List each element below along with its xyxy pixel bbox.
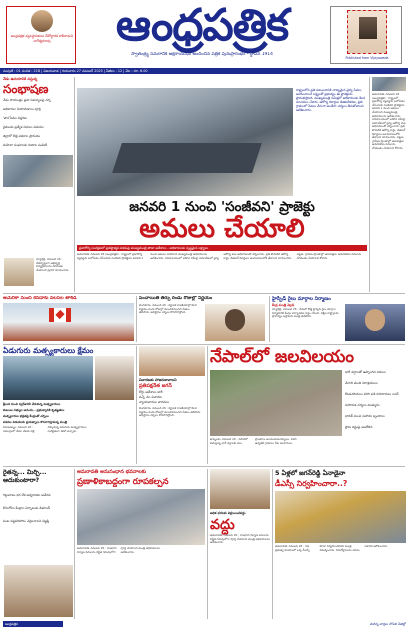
publication-place: Published from Vijayawada	[345, 56, 389, 60]
list-item: శ్రీలంక నుంచి స్వదేశానికి చేరుకున్న మత్స్యకారులు	[3, 402, 61, 406]
jagan-notice-headline-2: ప్రతిపక్షనేత జగన్	[139, 383, 172, 389]
amaravati-headline-1: అమరావతి అనుసంధాన భవనాలకు	[77, 469, 146, 475]
nepal-body: ఖాట్మండు, నవంబర్ 26 : నేపాల్‌లో కురుస్తున్న భారీ వర్షాలకు పలు ప్రాంతాలు జలమయమయ్యాయి. వరద ఉధృతికి గ్రామాలు నీట మునిగాయి.	[210, 438, 297, 445]
canada-photo	[3, 303, 134, 341]
fishermen-story	[3, 346, 134, 464]
list-item: కొనుగోలు కేంద్రాల ఏర్పాటుకు డిమాండ్	[3, 506, 51, 510]
right-column	[372, 77, 406, 292]
list-item: మహిళా సంఘాలకు రుణాల పంపిణీ	[3, 143, 47, 147]
question-bullets	[3, 493, 73, 532]
jagan-dsc-headline-2: డీఎస్సీ నిర్వహించారా..?	[275, 479, 348, 488]
canada-flag-icon	[49, 308, 71, 322]
canada-headline: అమెరికా నుంచి కెనడాకు వలసల తాకిడి	[3, 296, 77, 301]
footer-right: మరిన్ని వార్తలు లోపలి పేజీల్లో	[370, 622, 406, 626]
jagan-notice-body: బెంగళూరు, నవంబర్ 26 : కర్ణాటక రాజకీయాల్లో కీలక నిర్ణయం రెండు రోజుల్లో వెలువడనుందని నేతలు తెలిపారు. అధిష్ఠానం చర్చలు కొనసాగిస్తోంది.	[139, 407, 202, 418]
dk-story	[139, 296, 267, 342]
vaddu-kicker: అధిక ధరలకు విక్రయించవద్దు	[210, 511, 246, 515]
list-item: సహాయక చర్యలు ముమ్మరం	[345, 403, 380, 407]
question-story	[3, 469, 73, 561]
railway-minister-photo	[345, 304, 405, 341]
jagan-dsc-headline-1: 5 ఏళ్లలో జగన్‌రెడ్డి ఏనాడైనా	[275, 469, 346, 477]
nepal-flood-photo	[210, 370, 342, 436]
list-item: న్యాయవాదుల వాదనలు	[139, 400, 170, 404]
pm-photo	[4, 258, 34, 286]
jagan-dsc-story	[275, 469, 406, 619]
stamp-portrait	[359, 17, 377, 39]
list-item: పడవల విడుదలకు ప్రయత్నాలు కొనసాగిస్తామన్న మంత్రి	[3, 420, 67, 424]
stamp-image	[347, 10, 387, 54]
amaravati-body: అమరావతి, నవంబర్ 26 : రాజధాని నిర్మాణ పనులను నిర్ణీత గడువులోగా పూర్తి చేయాలని మంత్రి అధికారులను ఆదేశించారు.	[77, 547, 160, 554]
jagan-photo	[139, 346, 205, 376]
vaddu-headline: వద్దు	[210, 517, 235, 533]
jagan-notice-headline-1: విచారణకు హాజరుకావాలని	[139, 378, 177, 382]
lead-headline-1: జనవరి 1 నుంచి 'సంజీవని' ప్రాజెక్టు	[129, 199, 315, 215]
canada-story	[3, 296, 134, 342]
list-item: 'పౌర'సేవల విస్తరణ	[3, 116, 27, 120]
list-item: నేడు సాయంత్రం ప్రజా సమస్యలపై చర్చ	[3, 98, 51, 102]
vaddu-story	[210, 469, 270, 619]
dk-photo	[205, 304, 265, 341]
left-lower-text: న్యూఢిల్లీ, నవంబర్ 26 : దేశవ్యాప్తంగా అభివృద్ధి కార్యక్రమాలను వేగవంతం చేయాలని ప్రధాని సూచించారు.	[36, 258, 70, 272]
list-item: భారీ వర్షాలతో ఉప్పొంగిన నదులు	[345, 370, 386, 374]
fishermen-photo	[3, 356, 93, 400]
masthead-subtitle: స్వాతంత్ర్య సమరానికి అక్షరాయుధం అందించిన పత్రిక పునఃప్రారంభం - స్థాపన 1914	[131, 52, 273, 57]
nepal-bullets	[345, 370, 406, 436]
dk-body: బెంగళూరు, నవంబర్ 26 : కర్ణాటక రాజకీయాల్లో కీలక నిర్ణయం రెండు రోజుల్లో వెలువడనుందని నేతలు తెలిపారు. అధిష్ఠానం చర్చలు కొనసాగిస్తోంది.	[139, 304, 197, 315]
lead-body: అమరావతి, నవంబర్ 26 (ఆంధ్రపత్రిక) : రాష్ట్రంలో ప్రజారోగ్య వ్యవస్థను బలోపేతం చేసేందుకు సంజీవని ప్రాజెక్టును జనవరి 1 నుంచి అమలు చేయాలని ముఖ్యమంత్రి అధికారులను ఆదేశించారు. సచివాలయంలో జరిగిన సమీక్షా సమావేశంలో వైద్య ఆరోగ్య శాఖ అధికారులతో చర్చించారు. ప్రతి పౌరుడికి ఆరోగ్య కార్డు, డిజిటల్ రికార్డులు అందుబాటులోకి తేవాలని సూచించారు. పట్టణ, గ్రామీణ ప్రాంతాల్లో ఆసుపత్రుల ఆధునీకరణ పనులను వేగవంతం చేయాలని కోరారు.	[77, 253, 362, 260]
jagan-dsc-photo	[275, 491, 406, 543]
bottom-left-photo	[4, 565, 73, 617]
amaravati-story	[77, 469, 205, 619]
list-item: కోర్టు ఆదేశాలు జారీ	[139, 390, 163, 394]
meeting-table	[112, 143, 262, 173]
railway-headline: హైస్పీడ్ రైలు మార్గాల నిర్మాణం	[272, 296, 331, 302]
left-bullet-list	[3, 98, 73, 152]
fishermen-bullets	[3, 402, 134, 426]
left-photo-1	[3, 155, 73, 187]
vaddu-body: అమరావతి, నవంబర్ 26 : రాజధాని నిర్మాణ పనులను నిర్ణీత గడువులోగా పూర్తి చేయాలని మంత్రి అధికారులను ఆదేశించారు.	[210, 534, 270, 545]
jagan-notice-story	[139, 346, 205, 464]
list-item: గిట్టుబాటు ధర లేక అన్నదాతల ఆవేదన	[3, 493, 51, 497]
list-item: భారత్ నుంచి సహాయ బృందాలు	[345, 414, 385, 418]
jagan-notice-bullets	[139, 390, 205, 405]
list-item: మత్స్యకారుల భద్రతపై కేంద్రంతో చర్చలు	[3, 414, 49, 418]
list-item: కొండచరియలు విరిగి పడి రహదారులు బంద్	[345, 392, 399, 396]
vaddu-photo	[210, 469, 270, 509]
list-item: రైతులకు ప్రత్యేక నిధులు విడుదల	[3, 125, 44, 129]
masthead-title: ఆంధ్రపత్రిక	[115, 0, 289, 51]
nepal-headline: నేపాల్‌లో జలవిలయం	[210, 347, 355, 367]
right-column-photo	[372, 77, 406, 91]
founder-photo	[31, 10, 53, 32]
founder-caption: ఆంధ్రపత్రిక వ్యవస్థాపకులు దేశోద్ధారక కాశీనాథుని నాగేశ్వరరావు	[10, 34, 74, 43]
footer-left: ఆంధ్రపత్రిక	[3, 621, 63, 627]
list-item: జిల్లాలో కొత్త పథకాల ప్రారంభం	[3, 134, 41, 138]
list-item: ప్రాణ నష్టంపై ఆందోళన	[345, 425, 373, 429]
list-item: అధికారుల నియామకాలు పూర్తి	[3, 107, 41, 111]
right-column-text: అమరావతి, నవంబర్ 26 (ఆంధ్రపత్రిక) : రాష్ట్రంలో ప్రజారోగ్య వ్యవస్థను బలోపేతం చేసేందుకు సంజీవని ప్రాజెక్టును జనవరి 1 నుంచి అమలు చేయాలని ముఖ్యమంత్రి అధికారులను ఆదేశించారు. సచివాలయంలో జరిగిన సమీక్షా సమావేశంలో వైద్య ఆరోగ్య శాఖ అధికారులతో చర్చించారు. ప్రతి పౌరుడికి ఆరోగ్య కార్డు, డిజిటల్ రికార్డులు అందుబాటులోకి తేవాలని సూచించారు. పట్టణ, గ్రామీణ ప్రాంతాల్లో ఆసుపత్రుల ఆధునీకరణ పనులను వేగవంతం చేయాలని కోరారు.	[372, 93, 406, 150]
left-column	[3, 77, 73, 255]
list-item: పంట నష్టపరిహారం చెల్లించాలని విజ్ఞప్తి	[3, 519, 50, 523]
railway-story	[272, 296, 406, 342]
lead-side-text: రాష్ట్రంలోని ప్రతి కుటుంబానికి నాణ్యమైన వైద్య సేవలు అందించాలనే లక్ష్యంతో ప్రభుత్వం ఈ ప్రాజెక్టును ప్రారంభిస్తోంది. ముఖ్యమంత్రి సమీక్షలో అధికారులకు కీలక సూచనలు చేశారు. ఆరోగ్య రికార్డుల డిజిటలీకరణ, ప్రతి గ్రామంలో సేవలు వేగంగా అందేలా చర్యలు తీసుకోవాలని ఆదేశించారు.	[296, 88, 365, 113]
left-heading: సంభాషణ	[3, 82, 49, 96]
amaravati-meeting-photo	[77, 489, 205, 545]
fisheries-minister-photo	[95, 356, 134, 400]
railway-quote: కేంద్ర మంత్రి వెల్లడి	[272, 303, 295, 307]
list-item: వేలాది మంది నిరాశ్రయులు	[345, 381, 378, 385]
dk-headline: పంచాయితీ తీర్పు రెండు రోజుల్లో నిర్ణయం	[139, 296, 213, 301]
left-kicker: నేడు ఉదయానికి వస్తున్న	[3, 77, 38, 81]
amaravati-headline-2: ప్రణాళికాబద్ధంగా రూపకల్పన	[77, 476, 169, 486]
fishermen-headline: ఏడుగురు మత్స్యకారులు క్షేమం	[3, 346, 94, 355]
fishermen-body: విశాఖపట్నం, నవంబర్ 26 : సముద్రంలో చేపల వేటకు వెళ్లి చిక్కుకున్న ఏడుగురు మత్స్యకారులు సురక్షితంగా తిరిగి వచ్చారు.	[3, 426, 87, 433]
list-item: వచ్చే నెల విచారణ	[139, 395, 162, 399]
lead-photo	[77, 88, 293, 196]
list-item: కుటుంబ సభ్యుల ఆనందం - ప్రభుత్వానికి కృతజ్ఞతలు	[3, 408, 65, 412]
lead-headline-2: అమలు చేయాలి	[139, 214, 305, 244]
issue-info-bar: సంపుటి : 01 సంచిక : 218 | విజయవాడ | గురువారం 27 నవంబర్ 2025 | పేజీలు : 12 | వెల : రూ. 6.00	[0, 68, 408, 74]
founder-box	[6, 6, 76, 64]
stamp-box	[330, 6, 402, 64]
lead-subhead: ప్రజారోగ్య సంరక్షణలో ప్రతిష్ఠాత్మక పథకంపై ముఖ్యమంత్రి తాజా ఆదేశాలు - అధికారులకు స్పష్టమైన లక్ష్యాలు	[77, 245, 367, 251]
question-headline: రైతన్న... మిర్చి... ఆదుకుంటారా?	[3, 469, 47, 484]
nepal-story	[210, 346, 406, 464]
railway-body: న్యూఢిల్లీ, నవంబర్ 26 : దేశంలో కొత్త హైస్పీడ్ రైలు మార్గాల నిర్మాణానికి కేంద్రం కార్యాచరణ సిద్ధం చేసింది. దక్షిణ రాష్ట్రాలకు ప్రాధాన్యం ఇస్తామని మంత్రి తెలిపారు.	[272, 308, 339, 319]
masthead	[0, 0, 408, 68]
jagan-dsc-body: అమరావతి, నవంబర్ 26 : గత ప్రభుత్వ హయాంలో ఒక్క డీఎస్సీ కూడా నిర్వహించలేదని మంత్రి విమర్శించారు. నిరుద్యోగులను మోసం చేశారని ఆరోపించారు.	[275, 545, 388, 552]
